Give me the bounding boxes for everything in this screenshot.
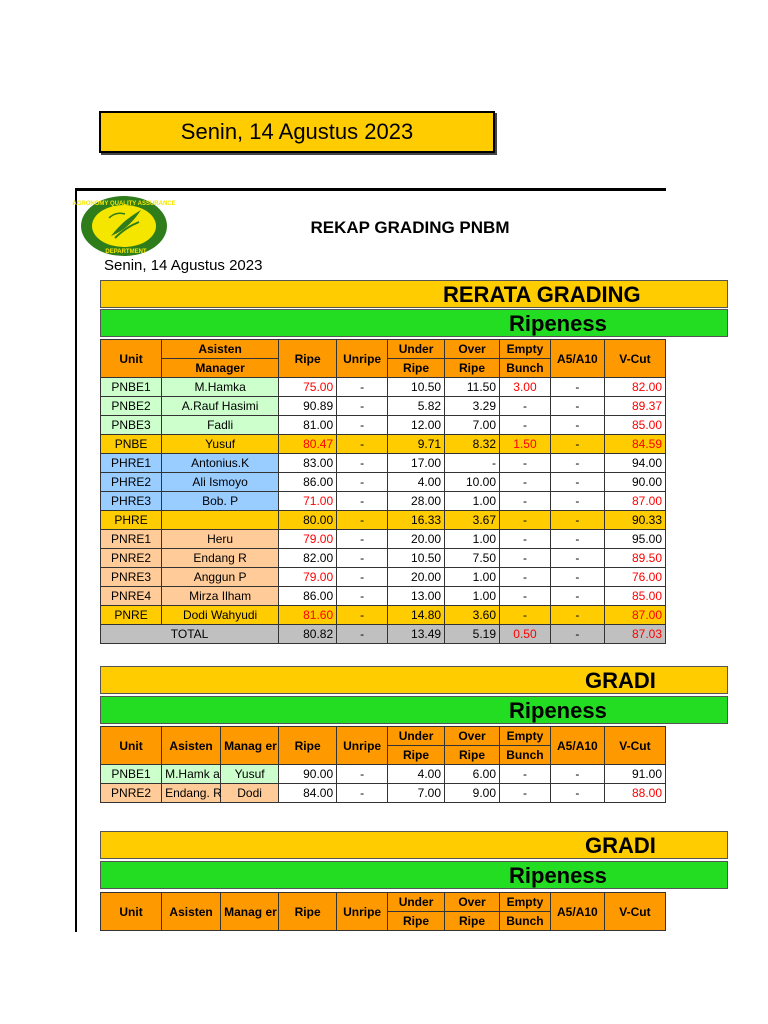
- cell-a5: -: [550, 435, 604, 454]
- cell-over: -: [445, 454, 500, 473]
- total-label: TOTAL: [101, 625, 279, 644]
- cell-a5: -: [550, 397, 604, 416]
- cell-asisten: Endang. R: [162, 784, 221, 803]
- header-asisten: Asisten: [162, 893, 221, 931]
- cell-ripe: 82.00: [279, 549, 337, 568]
- cell-under: 20.00: [388, 530, 445, 549]
- cell-name: Endang R: [162, 549, 279, 568]
- sheet-frame-left: [75, 188, 77, 932]
- cell-under: 4.00: [388, 473, 445, 492]
- cell-vcut: 89.50: [604, 549, 665, 568]
- table-row: [101, 765, 666, 784]
- cell-vcut: 85.00: [604, 587, 665, 606]
- header-vcut: V-Cut: [604, 340, 665, 378]
- cell-a5: -: [550, 511, 604, 530]
- cell-name: Fadli: [162, 416, 279, 435]
- section3-band-title: [100, 831, 728, 859]
- date-box: [99, 111, 495, 153]
- agronomy-logo: [72, 196, 176, 260]
- cell-unripe: -: [337, 378, 388, 397]
- cell-a5: -: [550, 530, 604, 549]
- header-unit: Unit: [101, 340, 162, 378]
- header-empty: Empty: [500, 727, 551, 746]
- header-a5a10: A5/A10: [550, 727, 604, 765]
- cell-a5: -: [550, 606, 604, 625]
- cell-over: 7.50: [445, 549, 500, 568]
- table-row: [101, 549, 666, 568]
- cell-ripe: 86.00: [279, 587, 337, 606]
- total-vcut: 87.03: [604, 625, 665, 644]
- sheet-frame-top: [75, 188, 666, 191]
- cell-unit: PNRE1: [101, 530, 162, 549]
- header-under: Under: [388, 340, 445, 359]
- section2-band-title-text: GRADI: [585, 668, 656, 693]
- table-row: [101, 784, 666, 803]
- header-a5a10: A5/A10: [550, 340, 604, 378]
- cell-manager: Yusuf: [221, 765, 279, 784]
- header-vcut: V-Cut: [604, 893, 665, 931]
- cell-ripe: 71.00: [279, 492, 337, 511]
- header-under: Under: [388, 893, 445, 912]
- cell-vcut: 87.00: [604, 606, 665, 625]
- total-under: 13.49: [388, 625, 445, 644]
- header-unit: Unit: [101, 727, 162, 765]
- cell-unripe: -: [337, 568, 388, 587]
- cell-empty: -: [500, 492, 551, 511]
- cell-over: 7.00: [445, 416, 500, 435]
- header-unit: Unit: [101, 893, 162, 931]
- cell-empty: -: [500, 511, 551, 530]
- cell-ripe: 81.60: [279, 606, 337, 625]
- cell-a5: -: [550, 765, 604, 784]
- cell-name: Mirza Ilham: [162, 587, 279, 606]
- header-manager: Manag er: [221, 893, 279, 931]
- header-a5a10: A5/A10: [550, 893, 604, 931]
- cell-unripe: -: [337, 492, 388, 511]
- cell-ripe: 90.89: [279, 397, 337, 416]
- header-ripe: Ripe: [279, 727, 337, 765]
- cell-vcut: 85.00: [604, 416, 665, 435]
- header-empty-bunch: Bunch: [500, 359, 551, 378]
- cell-unit: PNRE4: [101, 587, 162, 606]
- cell-over: 11.50: [445, 378, 500, 397]
- cell-unit: PNBE1: [101, 378, 162, 397]
- cell-ripe: 83.00: [279, 454, 337, 473]
- cell-under: 7.00: [388, 784, 445, 803]
- cell-ripe: 80.00: [279, 511, 337, 530]
- grading-table-3: [100, 892, 666, 931]
- header-row: [101, 727, 666, 746]
- cell-unit: PNRE2: [101, 549, 162, 568]
- header-under-ripe: Ripe: [388, 746, 445, 765]
- cell-name: M.Hamka: [162, 378, 279, 397]
- cell-under: 9.71: [388, 435, 445, 454]
- cell-empty: 3.00: [500, 378, 551, 397]
- cell-under: 4.00: [388, 765, 445, 784]
- cell-a5: -: [550, 473, 604, 492]
- cell-vcut: 82.00: [604, 378, 665, 397]
- header-over-ripe: Ripe: [445, 359, 500, 378]
- cell-name: Heru: [162, 530, 279, 549]
- header-ripe: Ripe: [279, 340, 337, 378]
- header-unripe: Unripe: [337, 727, 388, 765]
- cell-ripe: 79.00: [279, 530, 337, 549]
- sheet-clip-1: [666, 340, 768, 630]
- cell-a5: -: [550, 784, 604, 803]
- section1-band-title-text: RERATA GRADING: [443, 282, 641, 307]
- header-under-ripe: Ripe: [388, 359, 445, 378]
- cell-a5: -: [550, 587, 604, 606]
- cell-unit: PNBE: [101, 435, 162, 454]
- cell-unripe: -: [337, 587, 388, 606]
- header-manager: Manager: [162, 359, 279, 378]
- cell-over: 3.67: [445, 511, 500, 530]
- cell-unripe: -: [337, 397, 388, 416]
- cell-unripe: -: [337, 473, 388, 492]
- cell-empty: -: [500, 765, 551, 784]
- total-a5: -: [550, 625, 604, 644]
- cell-under: 28.00: [388, 492, 445, 511]
- header-over: Over: [445, 893, 500, 912]
- svg-text:AGRONOMY QUALITY ASSURANCE: AGRONOMY QUALITY ASSURANCE: [72, 201, 176, 207]
- table-row: [101, 492, 666, 511]
- cell-unit: PNRE: [101, 606, 162, 625]
- section2-band-ripeness: [100, 696, 728, 724]
- section3-band-ripeness: [100, 861, 728, 889]
- header-unripe: Unripe: [337, 893, 388, 931]
- cell-ripe: 84.00: [279, 784, 337, 803]
- cell-unripe: -: [337, 530, 388, 549]
- cell-unripe: -: [337, 416, 388, 435]
- cell-a5: -: [550, 416, 604, 435]
- cell-unripe: -: [337, 606, 388, 625]
- cell-vcut: 84.59: [604, 435, 665, 454]
- cell-under: 10.50: [388, 378, 445, 397]
- cell-vcut: 90.00: [604, 473, 665, 492]
- report-title: REKAP GRADING PNBM: [310, 218, 510, 237]
- header-vcut: V-Cut: [604, 727, 665, 765]
- table-row: [101, 416, 666, 435]
- cell-unripe: -: [337, 435, 388, 454]
- cell-asisten: M.Hamk a: [162, 765, 221, 784]
- section3-band-ripeness-text: Ripeness: [509, 863, 607, 888]
- section1-band-ripeness-text: Ripeness: [509, 311, 607, 336]
- report-date: Senin, 14 Agustus 2023: [104, 257, 263, 274]
- cell-vcut: 91.00: [604, 765, 665, 784]
- cell-over: 1.00: [445, 530, 500, 549]
- cell-ripe: 90.00: [279, 765, 337, 784]
- header-empty-bunch: Bunch: [500, 912, 551, 931]
- cell-unit: PNBE2: [101, 397, 162, 416]
- header-over: Over: [445, 727, 500, 746]
- cell-over: 6.00: [445, 765, 500, 784]
- cell-name: [162, 511, 279, 530]
- cell-over: 1.00: [445, 587, 500, 606]
- table-row: [101, 587, 666, 606]
- cell-over: 9.00: [445, 784, 500, 803]
- cell-ripe: 81.00: [279, 416, 337, 435]
- header-empty: Empty: [500, 893, 551, 912]
- cell-unripe: -: [337, 784, 388, 803]
- table-row: [101, 397, 666, 416]
- header-empty-bunch: Bunch: [500, 746, 551, 765]
- cell-unit: PNBE3: [101, 416, 162, 435]
- cell-a5: -: [550, 492, 604, 511]
- cell-unit: PNRE2: [101, 784, 162, 803]
- cell-empty: -: [500, 568, 551, 587]
- cell-unit: PHRE1: [101, 454, 162, 473]
- date-box-text: Senin, 14 Agustus 2023: [180, 119, 414, 144]
- cell-vcut: 87.00: [604, 492, 665, 511]
- section2-band-ripeness-text: Ripeness: [509, 698, 607, 723]
- cell-unripe: -: [337, 454, 388, 473]
- cell-a5: -: [550, 454, 604, 473]
- cell-under: 20.00: [388, 568, 445, 587]
- grading-table-2: [100, 726, 666, 803]
- svg-text:DEPARTMENT: DEPARTMENT: [105, 249, 147, 255]
- header-over-ripe: Ripe: [445, 746, 500, 765]
- cell-unit: PHRE: [101, 511, 162, 530]
- cell-a5: -: [550, 549, 604, 568]
- cell-over: 1.00: [445, 492, 500, 511]
- cell-over: 3.60: [445, 606, 500, 625]
- cell-unit: PNBE1: [101, 765, 162, 784]
- cell-vcut: 88.00: [604, 784, 665, 803]
- cell-a5: -: [550, 568, 604, 587]
- cell-under: 16.33: [388, 511, 445, 530]
- cell-vcut: 89.37: [604, 397, 665, 416]
- cell-under: 14.80: [388, 606, 445, 625]
- cell-under: 17.00: [388, 454, 445, 473]
- cell-unit: PHRE2: [101, 473, 162, 492]
- section1-band-ripeness: [100, 309, 728, 337]
- header-asisten: Asisten: [162, 727, 221, 765]
- cell-manager: Dodi: [221, 784, 279, 803]
- cell-ripe: 75.00: [279, 378, 337, 397]
- cell-under: 10.50: [388, 549, 445, 568]
- cell-name: A.Rauf Hasimi: [162, 397, 279, 416]
- cell-over: 10.00: [445, 473, 500, 492]
- cell-vcut: 94.00: [604, 454, 665, 473]
- cell-vcut: 95.00: [604, 530, 665, 549]
- cell-empty: -: [500, 587, 551, 606]
- cell-unripe: -: [337, 511, 388, 530]
- cell-name: Antonius.K: [162, 454, 279, 473]
- header-over: Over: [445, 340, 500, 359]
- cell-a5: -: [550, 378, 604, 397]
- cell-over: 8.32: [445, 435, 500, 454]
- cell-empty: -: [500, 784, 551, 803]
- section1-band-title: [100, 280, 728, 308]
- table-row: [101, 568, 666, 587]
- cell-over: 1.00: [445, 568, 500, 587]
- header-unripe: Unripe: [337, 340, 388, 378]
- table-row: [101, 473, 666, 492]
- total-ripe: 80.82: [279, 625, 337, 644]
- header-ripe: Ripe: [279, 893, 337, 931]
- section3-band-title-text: GRADI: [585, 833, 656, 858]
- cell-unripe: -: [337, 549, 388, 568]
- section2-band-title: [100, 666, 728, 694]
- cell-empty: 1.50: [500, 435, 551, 454]
- header-under: Under: [388, 727, 445, 746]
- table-row: [101, 435, 666, 454]
- cell-name: Bob. P: [162, 492, 279, 511]
- cell-unripe: -: [337, 765, 388, 784]
- header-row: [101, 893, 666, 912]
- cell-vcut: 90.33: [604, 511, 665, 530]
- cell-vcut: 76.00: [604, 568, 665, 587]
- cell-unit: PHRE3: [101, 492, 162, 511]
- cell-empty: -: [500, 454, 551, 473]
- cell-name: Anggun P: [162, 568, 279, 587]
- total-empty: 0.50: [500, 625, 551, 644]
- header-asisten: Asisten: [162, 340, 279, 359]
- header-empty: Empty: [500, 340, 551, 359]
- cell-ripe: 79.00: [279, 568, 337, 587]
- header-under-ripe: Ripe: [388, 912, 445, 931]
- cell-unit: PNRE3: [101, 568, 162, 587]
- cell-empty: -: [500, 606, 551, 625]
- cell-under: 13.00: [388, 587, 445, 606]
- cell-ripe: 80.47: [279, 435, 337, 454]
- cell-empty: -: [500, 416, 551, 435]
- table-row: [101, 511, 666, 530]
- cell-empty: -: [500, 549, 551, 568]
- cell-empty: -: [500, 530, 551, 549]
- cell-under: 12.00: [388, 416, 445, 435]
- total-over: 5.19: [445, 625, 500, 644]
- cell-name: Ali Ismoyo: [162, 473, 279, 492]
- header-manager: Manag er: [221, 727, 279, 765]
- summary-table: [100, 339, 666, 644]
- table-row: [101, 530, 666, 549]
- table-row: [101, 454, 666, 473]
- table-row: [101, 606, 666, 625]
- cell-over: 3.29: [445, 397, 500, 416]
- header-over-ripe: Ripe: [445, 912, 500, 931]
- total-row: [101, 625, 666, 644]
- table-row: [101, 378, 666, 397]
- cell-ripe: 86.00: [279, 473, 337, 492]
- cell-name: Yusuf: [162, 435, 279, 454]
- total-unripe: -: [337, 625, 388, 644]
- cell-under: 5.82: [388, 397, 445, 416]
- cell-empty: -: [500, 397, 551, 416]
- cell-name: Dodi Wahyudi: [162, 606, 279, 625]
- cell-empty: -: [500, 473, 551, 492]
